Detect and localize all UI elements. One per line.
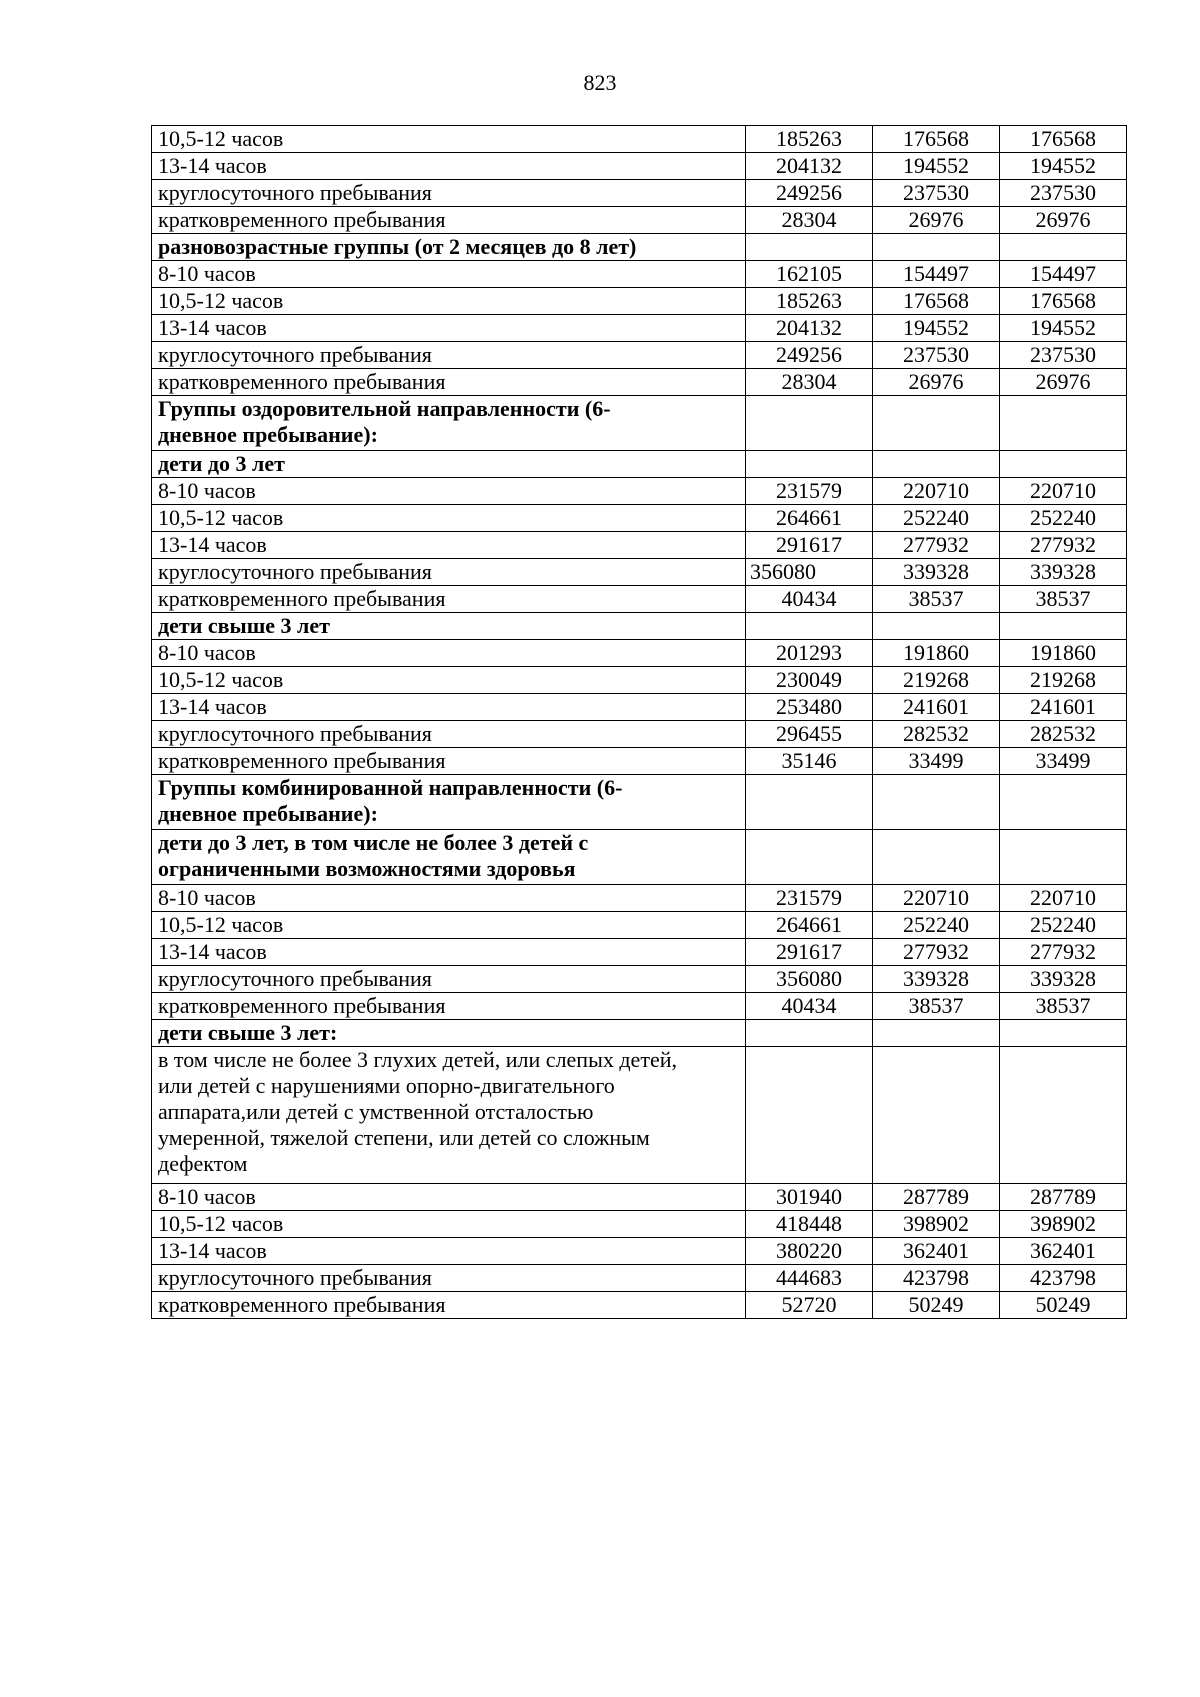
value-cell-col-1 — [746, 613, 873, 640]
value-cell-col-1: 264661 — [746, 505, 873, 532]
section-heading-cell — [152, 830, 746, 885]
value-cell-col-3: 237530 — [1000, 342, 1127, 369]
value-cell-col-3: 38537 — [1000, 586, 1127, 613]
table-row — [152, 315, 1127, 342]
row-label-cell — [152, 288, 746, 315]
tariff-table — [151, 125, 1127, 1319]
value-cell-col-1: 291617 — [746, 532, 873, 559]
value-cell-col-2 — [873, 775, 1000, 830]
table-row — [152, 1211, 1127, 1238]
value-cell-col-1: 201293 — [746, 640, 873, 667]
value-cell-col-1: 52720 — [746, 1292, 873, 1319]
value-cell-col-2: 282532 — [873, 721, 1000, 748]
section-heading-cell — [152, 1020, 746, 1047]
table-row — [152, 613, 1127, 640]
value-cell-col-2 — [873, 451, 1000, 478]
value-cell-col-2: 252240 — [873, 505, 1000, 532]
value-cell-col-3: 277932 — [1000, 532, 1127, 559]
row-label: кратковременного пребывания — [158, 369, 446, 394]
table-row — [152, 667, 1127, 694]
value-cell-col-2: 38537 — [873, 993, 1000, 1020]
table-row — [152, 342, 1127, 369]
value-cell-col-2: 398902 — [873, 1211, 1000, 1238]
row-label-cell — [152, 966, 746, 993]
table-row — [152, 830, 1127, 885]
value-cell-col-2: 277932 — [873, 532, 1000, 559]
row-label-cell — [152, 1047, 746, 1184]
value-cell-col-3: 339328 — [1000, 559, 1127, 586]
row-label: кратковременного пребывания — [158, 586, 446, 611]
table-row — [152, 532, 1127, 559]
row-label: дети свыше 3 лет: — [158, 1020, 338, 1045]
value-cell-col-3: 282532 — [1000, 721, 1127, 748]
value-cell-col-1: 40434 — [746, 586, 873, 613]
value-cell-col-1: 291617 — [746, 939, 873, 966]
value-cell-col-3 — [1000, 1047, 1127, 1184]
row-label: 8-10 часов — [158, 478, 256, 503]
row-label: в том числе не более 3 глухих детей, или слепых детей, или детей с нарушениями опорно-двигательного аппарата,или детей с умственной отсталостью умеренной, тяжелой степени, или детей со сложным дефектом — [158, 1047, 677, 1176]
table-row — [152, 966, 1127, 993]
value-cell-col-2: 423798 — [873, 1265, 1000, 1292]
row-label: 8-10 часов — [158, 1184, 256, 1209]
value-cell-col-1: 185263 — [746, 126, 873, 153]
section-heading-cell — [152, 775, 746, 830]
value-cell-col-1: 296455 — [746, 721, 873, 748]
table-row — [152, 993, 1127, 1020]
value-cell-col-2: 194552 — [873, 153, 1000, 180]
row-label-cell — [152, 505, 746, 532]
row-label-cell — [152, 559, 746, 586]
value-cell-col-3 — [1000, 830, 1127, 885]
value-cell-col-1: 249256 — [746, 180, 873, 207]
table-row — [152, 451, 1127, 478]
row-label-cell — [152, 939, 746, 966]
row-label: 8-10 часов — [158, 885, 256, 910]
value-cell-col-2: 237530 — [873, 180, 1000, 207]
table-row — [152, 559, 1127, 586]
value-cell-col-3: 38537 — [1000, 993, 1127, 1020]
value-cell-col-1: 40434 — [746, 993, 873, 1020]
value-cell-col-2: 50249 — [873, 1292, 1000, 1319]
table-row — [152, 153, 1127, 180]
value-cell-col-3: 362401 — [1000, 1238, 1127, 1265]
table-row — [152, 912, 1127, 939]
value-cell-col-2: 362401 — [873, 1238, 1000, 1265]
value-cell-col-3: 252240 — [1000, 505, 1127, 532]
value-cell-col-1: 356080 — [746, 559, 873, 586]
page-number: 823 — [583, 70, 617, 95]
row-label: дети свыше 3 лет — [158, 613, 330, 638]
value-cell-col-1: 249256 — [746, 342, 873, 369]
row-label: 13-14 часов — [158, 532, 267, 557]
row-label-cell — [152, 748, 746, 775]
table-row — [152, 775, 1127, 830]
value-cell-col-3: 176568 — [1000, 288, 1127, 315]
value-cell-col-2: 191860 — [873, 640, 1000, 667]
row-label: круглосуточного пребывания — [158, 180, 432, 205]
row-label-cell — [152, 207, 746, 234]
value-cell-col-2: 219268 — [873, 667, 1000, 694]
value-cell-col-1: 204132 — [746, 153, 873, 180]
value-cell-col-3: 339328 — [1000, 966, 1127, 993]
value-cell-col-2 — [873, 234, 1000, 261]
value-cell-col-2: 194552 — [873, 315, 1000, 342]
row-label: 8-10 часов — [158, 640, 256, 665]
row-label: 10,5-12 часов — [158, 912, 284, 937]
table-row — [152, 1047, 1127, 1184]
row-label: 13-14 часов — [158, 153, 267, 178]
value-cell-col-1: 418448 — [746, 1211, 873, 1238]
value-cell-col-1: 35146 — [746, 748, 873, 775]
value-cell-col-3: 194552 — [1000, 315, 1127, 342]
row-label: кратковременного пребывания — [158, 1292, 446, 1317]
value-cell-col-3: 237530 — [1000, 180, 1127, 207]
value-cell-col-3: 252240 — [1000, 912, 1127, 939]
value-cell-col-3: 220710 — [1000, 885, 1127, 912]
table-row — [152, 721, 1127, 748]
value-cell-col-3: 220710 — [1000, 478, 1127, 505]
row-label: круглосуточного пребывания — [158, 342, 432, 367]
value-cell-col-1 — [746, 396, 873, 451]
value-cell-col-3 — [1000, 1020, 1127, 1047]
value-cell-col-1 — [746, 830, 873, 885]
value-cell-col-3: 26976 — [1000, 369, 1127, 396]
row-label: 10,5-12 часов — [158, 126, 284, 151]
value-cell-col-2 — [873, 396, 1000, 451]
table-row — [152, 1020, 1127, 1047]
value-cell-col-3: 191860 — [1000, 640, 1127, 667]
row-label-cell — [152, 1184, 746, 1211]
value-cell-col-2: 176568 — [873, 288, 1000, 315]
table-row — [152, 1184, 1127, 1211]
row-label-cell — [152, 180, 746, 207]
table-row — [152, 1238, 1127, 1265]
value-cell-col-2 — [873, 830, 1000, 885]
section-heading-cell — [152, 613, 746, 640]
value-cell-col-3: 241601 — [1000, 694, 1127, 721]
value-cell-col-1 — [746, 1047, 873, 1184]
value-cell-col-2: 26976 — [873, 369, 1000, 396]
table-row — [152, 288, 1127, 315]
row-label-cell — [152, 126, 746, 153]
value-cell-col-3 — [1000, 451, 1127, 478]
value-cell-col-3: 287789 — [1000, 1184, 1127, 1211]
value-cell-col-2: 237530 — [873, 342, 1000, 369]
value-cell-col-3: 398902 — [1000, 1211, 1127, 1238]
value-cell-col-3: 154497 — [1000, 261, 1127, 288]
value-cell-col-3 — [1000, 613, 1127, 640]
row-label: кратковременного пребывания — [158, 207, 446, 232]
table-row — [152, 885, 1127, 912]
value-cell-col-2: 154497 — [873, 261, 1000, 288]
value-cell-col-2: 26976 — [873, 207, 1000, 234]
value-cell-col-2: 339328 — [873, 559, 1000, 586]
table-row — [152, 126, 1127, 153]
value-cell-col-2: 252240 — [873, 912, 1000, 939]
row-label: Группы комбинированной направленности (6- дневное пребывание): — [158, 775, 623, 826]
table-row — [152, 1265, 1127, 1292]
row-label-cell — [152, 261, 746, 288]
row-label-cell — [152, 667, 746, 694]
value-cell-col-2: 33499 — [873, 748, 1000, 775]
table-row — [152, 694, 1127, 721]
value-cell-col-3: 176568 — [1000, 126, 1127, 153]
row-label: 8-10 часов — [158, 261, 256, 286]
row-label: дети до 3 лет, в том числе не более 3 детей с ограниченными возможностями здоровья — [158, 830, 589, 881]
row-label-cell — [152, 1292, 746, 1319]
row-label-cell — [152, 586, 746, 613]
row-label-cell — [152, 369, 746, 396]
value-cell-col-1: 231579 — [746, 885, 873, 912]
row-label-cell — [152, 532, 746, 559]
table-row — [152, 369, 1127, 396]
table-body — [152, 126, 1127, 1319]
table-row — [152, 586, 1127, 613]
row-label: разновозрастные группы (от 2 месяцев до 8 лет) — [158, 234, 637, 259]
table-row — [152, 748, 1127, 775]
value-cell-col-2: 287789 — [873, 1184, 1000, 1211]
value-cell-col-3: 423798 — [1000, 1265, 1127, 1292]
value-cell-col-1: 28304 — [746, 207, 873, 234]
row-label-cell — [152, 694, 746, 721]
row-label: 13-14 часов — [158, 315, 267, 340]
table-row — [152, 261, 1127, 288]
value-cell-col-2 — [873, 613, 1000, 640]
row-label: дети до 3 лет — [158, 451, 285, 476]
row-label-cell — [152, 315, 746, 342]
row-label-cell — [152, 1211, 746, 1238]
row-label: круглосуточного пребывания — [158, 721, 432, 746]
value-cell-col-2: 339328 — [873, 966, 1000, 993]
value-cell-col-1: 301940 — [746, 1184, 873, 1211]
row-label: 10,5-12 часов — [158, 505, 284, 530]
value-cell-col-2: 220710 — [873, 478, 1000, 505]
value-cell-col-1: 204132 — [746, 315, 873, 342]
section-heading-cell — [152, 451, 746, 478]
row-label-cell — [152, 993, 746, 1020]
value-cell-col-2: 277932 — [873, 939, 1000, 966]
value-cell-col-2 — [873, 1047, 1000, 1184]
value-cell-col-2: 241601 — [873, 694, 1000, 721]
value-cell-col-1: 231579 — [746, 478, 873, 505]
value-cell-col-3: 194552 — [1000, 153, 1127, 180]
row-label-cell — [152, 1265, 746, 1292]
table-row — [152, 234, 1127, 261]
table-row — [152, 1292, 1127, 1319]
value-cell-col-2: 176568 — [873, 126, 1000, 153]
value-cell-col-1: 264661 — [746, 912, 873, 939]
value-cell-col-1: 356080 — [746, 966, 873, 993]
value-cell-col-1: 380220 — [746, 1238, 873, 1265]
row-label-cell — [152, 153, 746, 180]
row-label-cell — [152, 721, 746, 748]
value-cell-col-1: 230049 — [746, 667, 873, 694]
row-label: кратковременного пребывания — [158, 748, 446, 773]
table-row — [152, 939, 1127, 966]
section-heading-cell — [152, 234, 746, 261]
value-cell-col-3: 219268 — [1000, 667, 1127, 694]
row-label: 13-14 часов — [158, 939, 267, 964]
row-label-cell — [152, 1238, 746, 1265]
value-cell-col-1 — [746, 451, 873, 478]
value-cell-col-1: 162105 — [746, 261, 873, 288]
row-label-cell — [152, 640, 746, 667]
section-heading-cell — [152, 396, 746, 451]
row-label: 13-14 часов — [158, 1238, 267, 1263]
value-cell-col-2: 220710 — [873, 885, 1000, 912]
row-label: круглосуточного пребывания — [158, 966, 432, 991]
table-row — [152, 207, 1127, 234]
table-row — [152, 180, 1127, 207]
row-label: круглосуточного пребывания — [158, 559, 432, 584]
value-cell-col-1: 28304 — [746, 369, 873, 396]
table-row — [152, 396, 1127, 451]
table-row — [152, 505, 1127, 532]
value-cell-col-2 — [873, 1020, 1000, 1047]
table-row — [152, 640, 1127, 667]
row-label-cell — [152, 478, 746, 505]
value-cell-col-1: 253480 — [746, 694, 873, 721]
value-cell-col-1: 444683 — [746, 1265, 873, 1292]
value-cell-col-3: 33499 — [1000, 748, 1127, 775]
value-cell-col-3: 277932 — [1000, 939, 1127, 966]
value-cell-col-3: 50249 — [1000, 1292, 1127, 1319]
row-label: Группы оздоровительной направленности (6- дневное пребывание): — [158, 396, 611, 447]
row-label-cell — [152, 342, 746, 369]
row-label: 10,5-12 часов — [158, 1211, 284, 1236]
value-cell-col-3 — [1000, 234, 1127, 261]
value-cell-col-1 — [746, 234, 873, 261]
value-cell-col-1 — [746, 1020, 873, 1047]
row-label: 10,5-12 часов — [158, 288, 284, 313]
row-label: 13-14 часов — [158, 694, 267, 719]
row-label: 10,5-12 часов — [158, 667, 284, 692]
value-cell-col-3: 26976 — [1000, 207, 1127, 234]
table-row — [152, 478, 1127, 505]
value-cell-col-1 — [746, 775, 873, 830]
value-cell-col-3 — [1000, 775, 1127, 830]
value-cell-col-2: 38537 — [873, 586, 1000, 613]
row-label-cell — [152, 885, 746, 912]
row-label: кратковременного пребывания — [158, 993, 446, 1018]
row-label: круглосуточного пребывания — [158, 1265, 432, 1290]
row-label-cell — [152, 912, 746, 939]
value-cell-col-3 — [1000, 396, 1127, 451]
value-cell-col-1: 185263 — [746, 288, 873, 315]
